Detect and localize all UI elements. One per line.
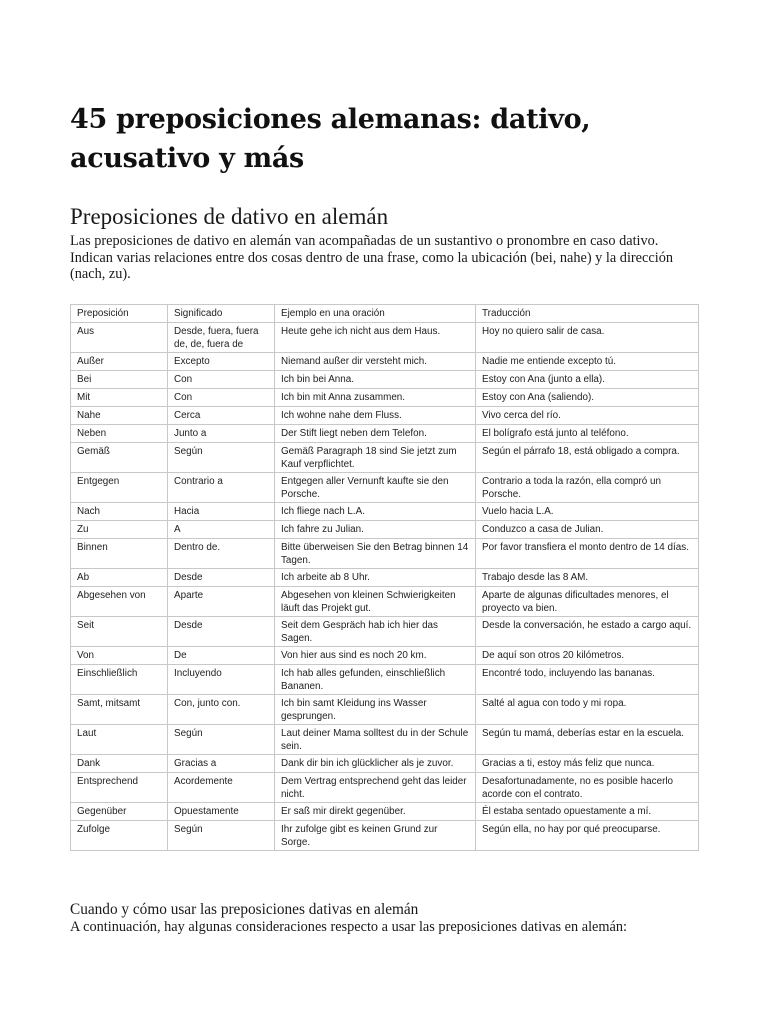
preposition-cell: Entgegen [71, 473, 168, 503]
table-row [71, 755, 699, 773]
example-cell: Der Stift liegt neben dem Telefon. [275, 425, 476, 443]
example-cell: Er saß mir direkt gegenüber. [275, 803, 476, 821]
usage-heading: Cuando y cómo usar las preposiciones dativas en alemán [70, 901, 419, 918]
table-row [71, 389, 699, 407]
column-header: Significado [168, 305, 275, 323]
example-cell: Bitte überweisen Sie den Betrag binnen 14 Tagen. [275, 539, 476, 569]
preposition-cell: Nahe [71, 407, 168, 425]
table-row [71, 773, 699, 803]
example-cell: Ich wohne nahe dem Fluss. [275, 407, 476, 425]
preposition-cell: Binnen [71, 539, 168, 569]
meaning-cell: Con [168, 371, 275, 389]
translation-cell: De aquí son otros 20 kilómetros. [476, 647, 699, 665]
translation-cell: Desde la conversación, he estado a cargo aquí. [476, 617, 699, 647]
translation-cell: Según el párrafo 18, está obligado a compra. [476, 443, 699, 473]
meaning-cell: Según [168, 821, 275, 851]
table-row [71, 323, 699, 353]
page-title: 45 preposiciones alemanas: dativo, acusativo y más [70, 104, 591, 174]
translation-cell: Hoy no quiero salir de casa. [476, 323, 699, 353]
table-row [71, 725, 699, 755]
column-header: Ejemplo en una oración [275, 305, 476, 323]
example-cell: Heute gehe ich nicht aus dem Haus. [275, 323, 476, 353]
translation-cell: Gracias a ti, estoy más feliz que nunca. [476, 755, 699, 773]
meaning-cell: Incluyendo [168, 665, 275, 695]
example-cell: Ich fliege nach L.A. [275, 503, 476, 521]
meaning-cell: Con, junto con. [168, 695, 275, 725]
example-cell: Laut deiner Mama solltest du in der Schule sein. [275, 725, 476, 755]
prepositions-table-body [71, 305, 699, 851]
example-cell: Seit dem Gespräch hab ich hier das Sagen. [275, 617, 476, 647]
example-cell: Ich arbeite ab 8 Uhr. [275, 569, 476, 587]
prepositions-table [70, 304, 699, 851]
example-cell: Dank dir bin ich glücklicher als je zuvor. [275, 755, 476, 773]
preposition-cell: Abgesehen von [71, 587, 168, 617]
table-row [71, 473, 699, 503]
example-cell: Ich bin bei Anna. [275, 371, 476, 389]
example-cell: Niemand außer dir versteht mich. [275, 353, 476, 371]
meaning-cell: Desde [168, 569, 275, 587]
example-cell: Ich hab alles gefunden, einschließlich Bananen. [275, 665, 476, 695]
meaning-cell: Cerca [168, 407, 275, 425]
translation-cell: Por favor transfiera el monto dentro de 14 días. [476, 539, 699, 569]
meaning-cell: Desde, fuera, fuera de, de, fuera de [168, 323, 275, 353]
table-row [71, 539, 699, 569]
column-header: Traducción [476, 305, 699, 323]
translation-cell: Salté al agua con todo y mi ropa. [476, 695, 699, 725]
example-cell: Abgesehen von kleinen Schwierigkeiten läuft das Projekt gut. [275, 587, 476, 617]
table-row [71, 617, 699, 647]
preposition-cell: Dank [71, 755, 168, 773]
translation-cell: Aparte de algunas dificultades menores, el proyecto va bien. [476, 587, 699, 617]
preposition-cell: Bei [71, 371, 168, 389]
table-row [71, 569, 699, 587]
preposition-cell: Einschließlich [71, 665, 168, 695]
preposition-cell: Ab [71, 569, 168, 587]
meaning-cell: Desde [168, 617, 275, 647]
table-row [71, 695, 699, 725]
meaning-cell: Hacia [168, 503, 275, 521]
preposition-cell: Mit [71, 389, 168, 407]
translation-cell: Según ella, no hay por qué preocuparse. [476, 821, 699, 851]
table-row [71, 665, 699, 695]
meaning-cell: Aparte [168, 587, 275, 617]
table-row [71, 821, 699, 851]
preposition-cell: Aus [71, 323, 168, 353]
table-header-row [71, 305, 699, 323]
table-row [71, 443, 699, 473]
meaning-cell: Opuestamente [168, 803, 275, 821]
example-cell: Dem Vertrag entsprechend geht das leider nicht. [275, 773, 476, 803]
intro-paragraph: Las preposiciones de dativo en alemán van acompañadas de un sustantivo o pronombre en caso dativo. Indican varias relaciones entre dos cosas dentro de una frase, como la ubicación (bei, nahe) y la dirección (nach, zu). [70, 233, 673, 282]
example-cell: Entgegen aller Vernunft kaufte sie den Porsche. [275, 473, 476, 503]
translation-cell: Encontré todo, incluyendo las bananas. [476, 665, 699, 695]
table-row [71, 587, 699, 617]
section-heading: Preposiciones de dativo en alemán [70, 204, 389, 229]
meaning-cell: Excepto [168, 353, 275, 371]
usage-paragraph: A continuación, hay algunas consideraciones respecto a usar las preposiciones dativas en alemán: [70, 919, 627, 935]
table-row [71, 407, 699, 425]
meaning-cell: A [168, 521, 275, 539]
preposition-cell: Seit [71, 617, 168, 647]
translation-cell: Vuelo hacia L.A. [476, 503, 699, 521]
preposition-cell: Von [71, 647, 168, 665]
translation-cell: Según tu mamá, deberías estar en la escuela. [476, 725, 699, 755]
preposition-cell: Außer [71, 353, 168, 371]
translation-cell: Nadie me entiende excepto tú. [476, 353, 699, 371]
table-row [71, 803, 699, 821]
example-cell: Von hier aus sind es noch 20 km. [275, 647, 476, 665]
meaning-cell: Acordemente [168, 773, 275, 803]
translation-cell: Desafortunadamente, no es posible hacerlo acorde con el contrato. [476, 773, 699, 803]
preposition-cell: Laut [71, 725, 168, 755]
translation-cell: Conduzco a casa de Julian. [476, 521, 699, 539]
translation-cell: Estoy con Ana (saliendo). [476, 389, 699, 407]
preposition-cell: Gegenüber [71, 803, 168, 821]
example-cell: Ihr zufolge gibt es keinen Grund zur Sorge. [275, 821, 476, 851]
table-row [71, 353, 699, 371]
translation-cell: Él estaba sentado opuestamente a mí. [476, 803, 699, 821]
preposition-cell: Neben [71, 425, 168, 443]
preposition-cell: Gemäß [71, 443, 168, 473]
preposition-cell: Zufolge [71, 821, 168, 851]
meaning-cell: De [168, 647, 275, 665]
translation-cell: El bolígrafo está junto al teléfono. [476, 425, 699, 443]
table-row [71, 647, 699, 665]
example-cell: Ich bin samt Kleidung ins Wasser gesprungen. [275, 695, 476, 725]
table-row [71, 503, 699, 521]
translation-cell: Estoy con Ana (junto a ella). [476, 371, 699, 389]
meaning-cell: Junto a [168, 425, 275, 443]
meaning-cell: Dentro de. [168, 539, 275, 569]
preposition-cell: Nach [71, 503, 168, 521]
meaning-cell: Contrario a [168, 473, 275, 503]
example-cell: Ich fahre zu Julian. [275, 521, 476, 539]
preposition-cell: Samt, mitsamt [71, 695, 168, 725]
translation-cell: Contrario a toda la razón, ella compró un Porsche. [476, 473, 699, 503]
meaning-cell: Según [168, 443, 275, 473]
table-row [71, 521, 699, 539]
meaning-cell: Con [168, 389, 275, 407]
translation-cell: Trabajo desde las 8 AM. [476, 569, 699, 587]
example-cell: Ich bin mit Anna zusammen. [275, 389, 476, 407]
table-row [71, 371, 699, 389]
meaning-cell: Según [168, 725, 275, 755]
table-row [71, 425, 699, 443]
translation-cell: Vivo cerca del río. [476, 407, 699, 425]
preposition-cell: Entsprechend [71, 773, 168, 803]
column-header: Preposición [71, 305, 168, 323]
meaning-cell: Gracias a [168, 755, 275, 773]
preposition-cell: Zu [71, 521, 168, 539]
example-cell: Gemäß Paragraph 18 sind Sie jetzt zum Kauf verpflichtet. [275, 443, 476, 473]
